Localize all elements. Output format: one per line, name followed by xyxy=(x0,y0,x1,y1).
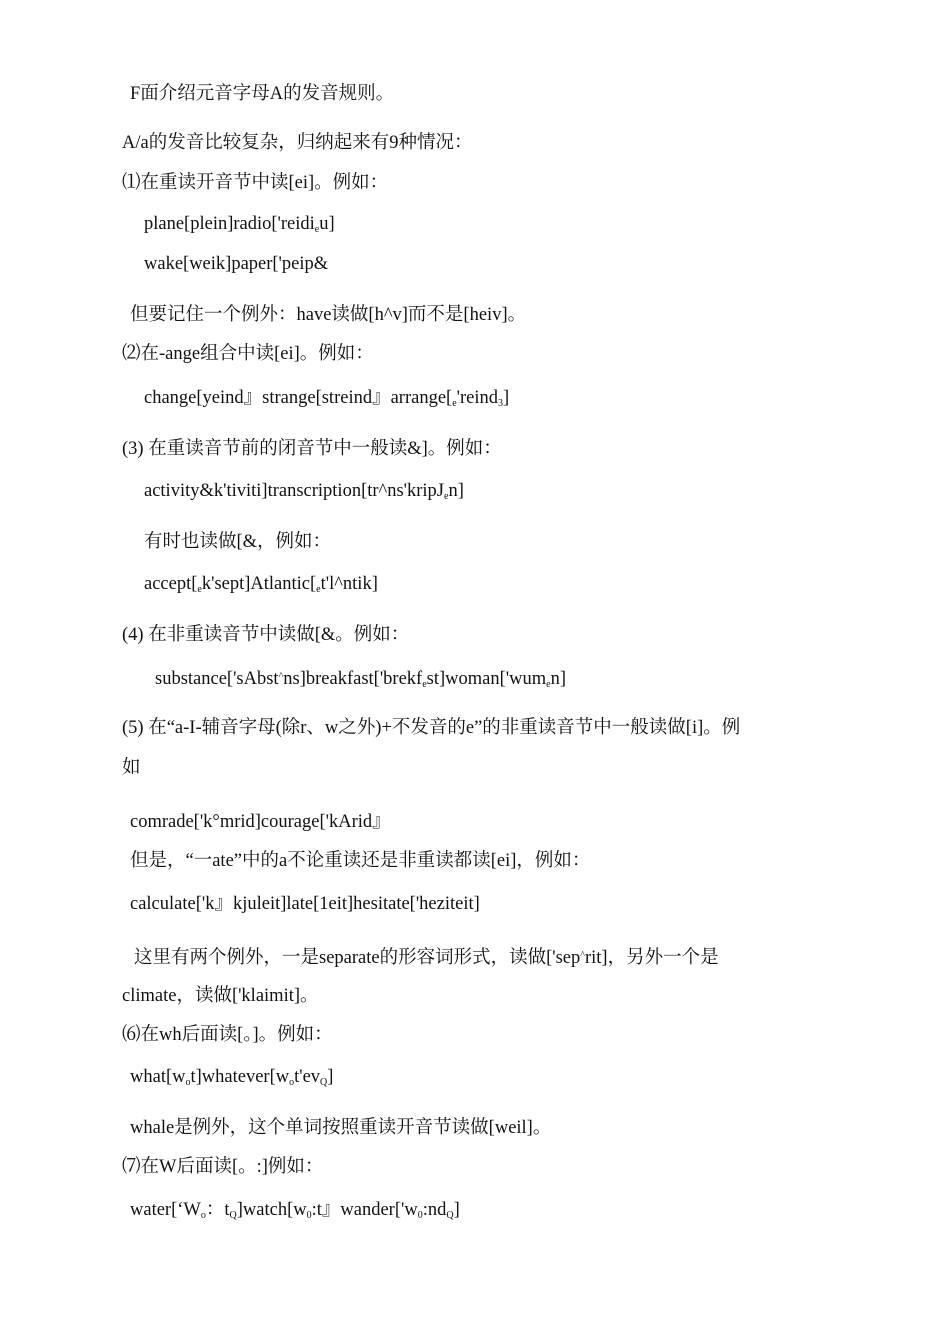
rule1-note: 但要记住一个例外：have读做[h^v]而不是[heiv]。 xyxy=(130,305,527,325)
rule5-note-1: 但是，“一ate”中的a不论重读还是非重读都读[ei]，例如： xyxy=(130,851,591,871)
rule1-example-2: wake[weik]paper['peip& xyxy=(144,254,329,274)
rule2-title: ⑵在-ange组合中读[ei]。例如： xyxy=(122,344,374,364)
rule3-note: 有时也读做[&，例如： xyxy=(144,532,332,552)
rule5-note-2-line2: climate，读做['klaimit]。 xyxy=(122,986,319,1006)
rule5-example-1: comrade['k°mrid]courage['kArid』 xyxy=(130,812,391,832)
rule5-note-2-line1: 这里有两个例外，一是separate的形容词形式，读做['sep^rit]，另外一个是 xyxy=(134,948,719,968)
intro-line: F面介绍元音字母A的发音规则。 xyxy=(130,84,395,104)
rule6-title: ⑹在wh后面读[。]。例如： xyxy=(122,1025,333,1045)
rule7-title: ⑺在W后面读[。:]例如： xyxy=(122,1157,324,1177)
rule5-title-line2: 如 xyxy=(122,758,141,778)
rule5-title-line1: (5) 在“a-I-辅音字母(除r、w之外)+不发音的e”的非重读音节中一般读做[i]。例 xyxy=(122,718,741,738)
rule2-example: change[yeind』strange[streind』$arrange[_e'reind_3]$ xyxy=(144,388,510,409)
rule3-example-1: activity&k'tiviti]transcription[tr^ns'kripJ$_e$n] xyxy=(144,481,464,502)
rule6-example: $what[w_ot]whatever[w_ot'ev_Q]$ xyxy=(130,1067,334,1088)
rule1-title: ⑴在重读开音节中读[ei]。例如： xyxy=(122,173,389,193)
summary-line: A/a的发音比较复杂，归纳起来有9种情况： xyxy=(122,133,473,153)
rule3-title: (3) 在重读音节前的闭音节中一般读&]。例如： xyxy=(122,439,502,459)
rule4-title: (4) 在非重读音节中读做[&。例如： xyxy=(122,625,410,645)
rule7-example: $water[‘W_o$：$t_Q]watch[w_0:t$』$wander['w_0:nd_Q]$ xyxy=(130,1200,460,1221)
rule1-example-1: plane[plein]radio['reidi$_e$u] xyxy=(144,214,335,235)
rule3-example-2: $accept[_ek'sept]Atlantic[_et'l\^{}ntik]$ xyxy=(144,574,378,595)
rule5-example-2: calculate['k』kjuleit]late[1eit]hesitate['heziteit] xyxy=(130,894,480,914)
rule4-example: substance['sAbst^ns]breakfast['brekf$_e$st]woman['wum$_e$n] xyxy=(155,669,567,690)
rule6-note: whale是例外，这个单词按照重读开音节读做[weil]。 xyxy=(130,1118,552,1138)
